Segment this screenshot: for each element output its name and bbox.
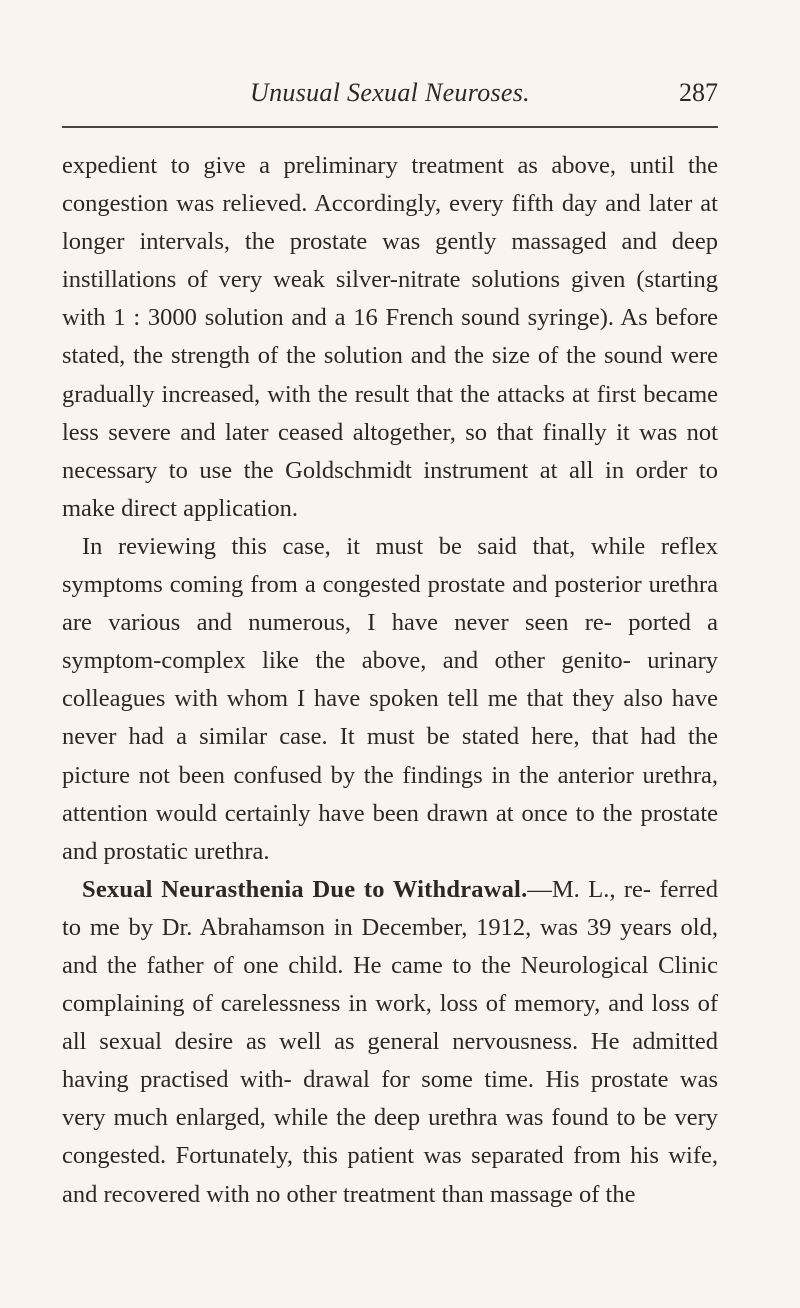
running-title: Unusual Sexual Neuroses. [250,78,530,107]
paragraph-sexual-neurasthenia-text: —M. L., re- ferred to me by Dr. Abrahamson in December, 1912, was 39 years old, and the father of one child. He came to the Neurological Clinic complaining of carelessness in work, loss of memory, and loss of all sexual desire as well as general nervousness. He admitted having practised with- drawal for some time. His prostate was very much enlarged, while the deep urethra was found to be very congested. Fortunately, this patient was separated from his wife, and recovered with no other treatment than massage of the [62,875,718,1208]
running-head [62,72,718,112]
paragraph-case-review: In reviewing this case, it must be said that, while reflex symptoms coming from a congested prostate and posterior urethra are various and numerous, I have never seen re- ported a symptom-complex like the above, and other genito- urinary colleagues with whom I have spoken tell me that they also have never had a similar case. It must be stated here, that had the picture not been confused by the findings in the anterior urethra, attention would certainly have been drawn at once to the prostate and prostatic urethra. [62,532,718,865]
page-number: 287 [679,78,718,107]
section-heading: Sexual Neurasthenia Due to Withdrawal. [82,875,528,903]
header-rule [62,126,718,128]
paragraph-continuation: expedient to give a preliminary treatment as above, until the congestion was relieved. Accordingly, every fifth day and later at longer intervals, the prostate was gently massaged and deep instillations of very weak silver-nitrate solutions given (starting with 1 : 3000 solution and a 16 French sound syringe). As before stated, the strength of the solution and the size of the sound were gradually increased, with the result that the attacks at first became less severe and later ceased altogether, so that finally it was not necessary to use the Goldschmidt instrument at all in order to make direct application. [62,152,718,522]
paragraph-sexual-neurasthenia [62,871,718,1214]
body-text [62,147,718,1214]
